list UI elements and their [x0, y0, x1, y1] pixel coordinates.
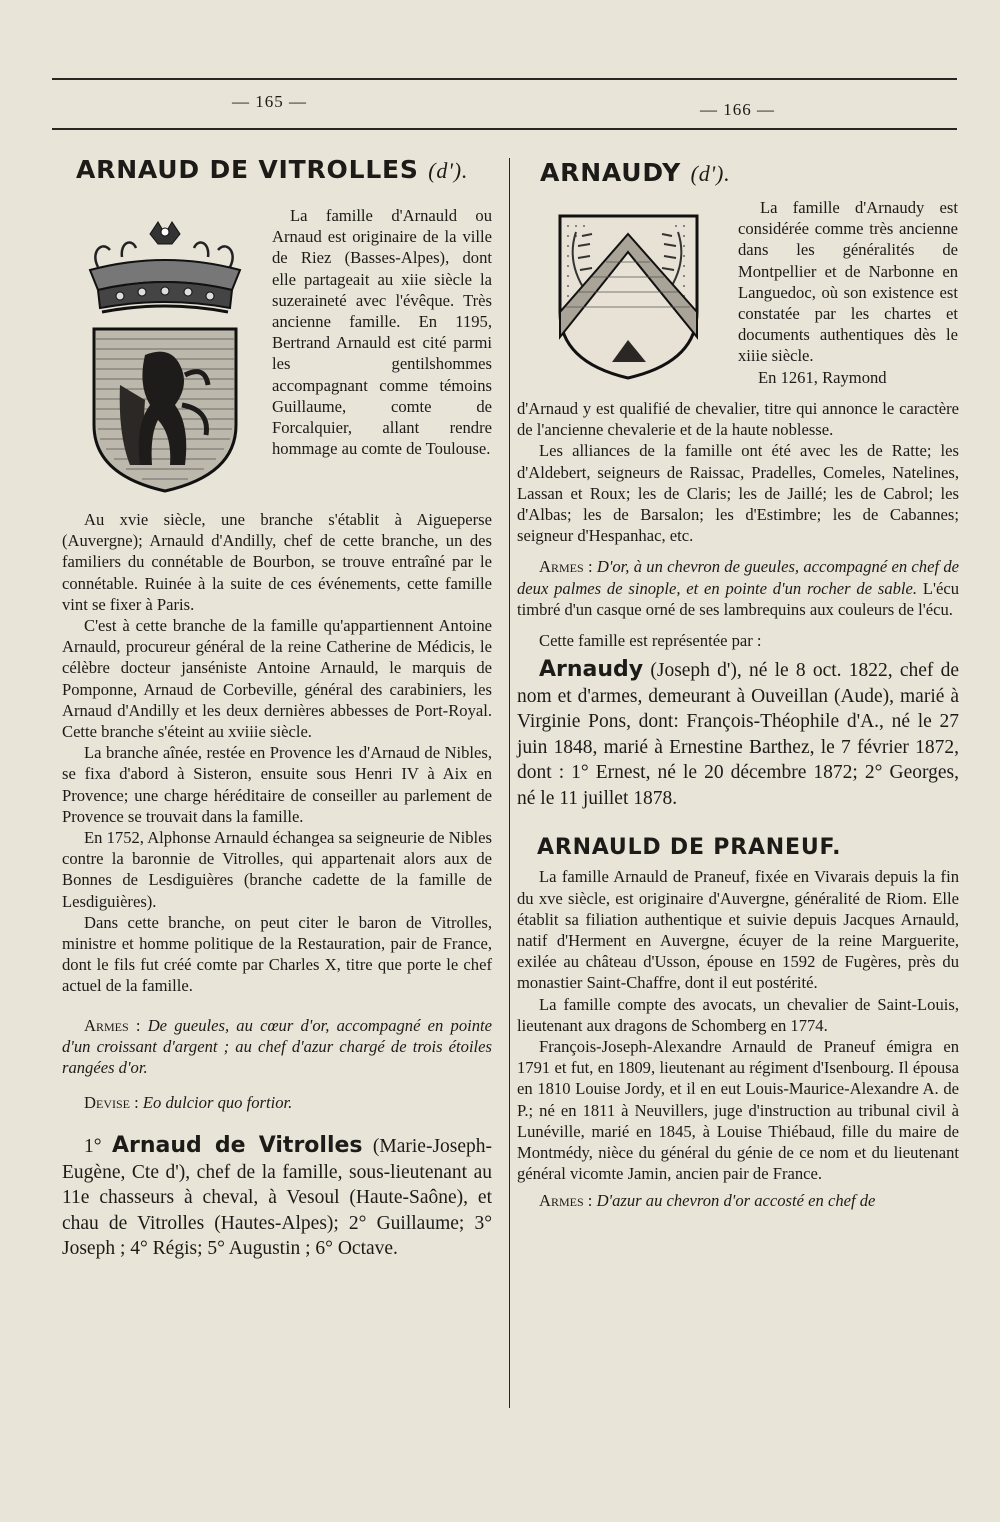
left-heading-main: ARNAUD DE VITROLLES — [76, 155, 419, 184]
right-paragraph: Les alliances de la famille ont été avec les de Ratte; les d'Aldebert, seigneurs de Raissac, Pradelles, Comeles, Natelines, Lassan et Roux; les de Claris; les de Jaillé; les de Cabrol; les d'Albas; les de Barsalon; les d'Estimbre; les de Cabannes; seigneur d'Hespanhac, etc. — [517, 441, 959, 546]
right-coat-of-arms-icon — [556, 212, 701, 382]
left-devise-text: Eo dulcior quo fortior. — [142, 1093, 293, 1113]
right-wrap-paragraph-text: La famille d'Arnaudy est considérée comme très ancienne dans les généralités de Montpellier et de Narbonne en Languedoc, où son existence est constatée par les chartes et documents authentiques dès le xiiie siècle. — [738, 198, 958, 366]
top-rule — [52, 78, 957, 80]
left-column-body — [62, 509, 492, 1262]
right-paragraph-2: La famille Arnauld de Praneuf, fixée en Vivarais depuis la fin du xve siècle, est originaire d'Auvergne, généralité de Riom. Elle établit sa filiation authentique et suivie depuis Jacques Arnauld, natif d'Herment en Auvergne, écuyer de la reine Marguerite, exilée au château d'Usson, épouse en 1592 de Fugères, près du monastier Saint-Chaffre, dont il eut postérité. — [517, 867, 959, 993]
right-armes-text: D'or, à un chevron de gueules, accompagné en chef de deux palmes de sinople, et en pointe d'un rocher de sable. — [517, 557, 959, 598]
right-wrap-tail: En 1261, Raymond — [758, 367, 887, 387]
page-number-right: — 166 — — [700, 100, 775, 119]
right-member-name: Arnaudy — [539, 657, 644, 683]
left-coat-of-arms-icon — [90, 325, 240, 495]
left-paragraph: Au xvie siècle, une branche s'établit à Aigueperse (Auvergne); Arnauld d'Andilly, chef de cette branche, un des familiers du connétable de Bourbon, se trouve entraîné par le connétable. Ruinée à la suite de ces événements, cette famille vint se fixer à Paris. — [62, 510, 492, 614]
right-armes-tail: L'écu timbré d'un casque orné de ses lambrequins aux couleurs de l'écu. — [517, 578, 959, 619]
left-paragraph: La branche aînée, restée en Provence les d'Arnaud de Nibles, se fixa d'abord à Sisteron, ensuite sous Henri IV à Aix en Provence; une charge héréditaire de conseiller au parlement de Provence se trouvait dans la famille. — [62, 743, 492, 826]
left-wrap-paragraph: La famille d'Arnauld ou Arnaud est originaire de la ville de Riez (Basses-Alpes), dont elle partageait au xiie siècle la suzeraineté avec l'évêque. Très ancienne famille. En 1195, Bertrand Arnauld est cité parmi les gentilshommes accompagnant comme témoins Guillaume, comte de Forcalquier, allant rendre hommage au comte de Toulouse. — [272, 206, 492, 459]
left-heading — [76, 155, 468, 184]
right-armes — [517, 556, 959, 620]
left-member-number: 1° — [84, 1136, 102, 1158]
left-member-name: Arnaud de Vitrolles — [111, 1133, 363, 1159]
right-heading-particle: (d'). — [690, 161, 731, 186]
left-armes-text: De gueules, au cœur d'or, accompagné en pointe d'un croissant d'argent ; au chef d'azur chargé de trois étoiles rangées d'or. — [62, 1015, 493, 1078]
crown-icon — [80, 212, 250, 322]
left-heading-particle: (d'). — [428, 158, 469, 183]
right-member-text: (Joseph d'), né le 8 oct. 1822, chef de nom et d'armes, demeurant à Ouveillan (Aude), marié à Virginie Pons, dont: François-Théophile d'A., né le 27 juin 1848, marié à Ernestine Barthez, le 7 février 1872, dont : 1° Ernest, né le 20 décembre 1872; 2° Georges, né le 11 juillet 1878. — [517, 660, 960, 809]
left-member-entry — [62, 1133, 492, 1262]
right-paragraph-2: La famille compte des avocats, un chevalier de Saint-Louis, lieutenant aux dragons de Schomberg en 1774. — [517, 994, 959, 1035]
right-paragraph-2: François-Joseph-Alexandre Arnauld de Praneuf émigra en 1791 et fut, en 1809, lieutenant au régiment d'Isenbourg. Il épousa en 1810 Louise Jordy, et il en eut Louis-Maurice-Alexandre A. de P.; né en 1811 à Neuvillers, juge d'instruction au tribunal civil à Lunéville, marié en 1845, à Louise Thiébaud, fille du maire de Montmédy, nièce du général du génie de ce nom et du lieutenant général vicomte Jamin, ancien pair de France. — [517, 1037, 959, 1184]
left-paragraph: C'est à cette branche de la famille qu'appartiennent Antoine Arnauld, procureur général de la reine Catherine de Médicis, le célèbre docteur janséniste Antoine Arnauld, le marquis de Pomponne, Arnaud de Corbeville, général des carabiniers, les Arnaud d'Andilly et les deux dernières abbesses de Port-Royal. Cette branche s'éteint au xviiie siècle. — [62, 616, 492, 742]
right-armes-label: Armes : — [539, 557, 593, 577]
right-heading — [540, 158, 730, 187]
left-devise-label: Devise : — [84, 1093, 139, 1113]
right-member-entry — [517, 657, 959, 811]
left-armes-label: Armes : — [84, 1015, 141, 1035]
right-paragraph-after-wrap: d'Arnaud y est qualifié de chevalier, titre qui annonce le caractère de l'ancienne chevalerie et de la haute noblesse. — [517, 399, 959, 440]
right-wrap-paragraph — [738, 197, 958, 388]
left-armes — [62, 1015, 492, 1079]
left-devise — [62, 1092, 492, 1113]
right-heading-2: ARNAULD DE PRANEUF. — [537, 835, 842, 861]
right-represented: Cette famille est représentée par : — [539, 631, 762, 651]
column-divider — [509, 158, 510, 1408]
right-armes-2-label: Armes : — [539, 1191, 593, 1211]
right-column-body — [517, 398, 959, 1212]
right-armes-2 — [517, 1190, 959, 1211]
header-rule — [52, 128, 957, 130]
left-member-text: (Marie-Joseph-Eugène, Cte d'), chef de la famille, sous-lieutenant au 11e chasseurs à cheval, à Vesoul (Haute-Saône), et chau de Vitrolles (Hautes-Alpes); 2° Guillaume; 3° Joseph ; 4° Régis; 5° Augustin ; 6° Octave. — [62, 1136, 493, 1260]
left-paragraph: En 1752, Alphonse Arnauld échangea sa seigneurie de Nibles contre la baronnie de Vitrolles, qui appartenait alors aux de Bonnes de Lesdiguières (branche cadette de la famille de Lesdiguières). — [62, 828, 492, 911]
right-armes-2-text: D'azur au chevron d'or accosté en chef de — [596, 1191, 876, 1211]
left-paragraph: Dans cette branche, on peut citer le baron de Vitrolles, ministre et homme politique de la Restauration, pair de France, dont le fils fut créé comte par Charles X, titre que porte le chef actuel de la famille. — [62, 912, 492, 996]
right-heading-main: ARNAUDY — [540, 158, 682, 187]
page-number-left: — 165 — — [232, 92, 307, 111]
